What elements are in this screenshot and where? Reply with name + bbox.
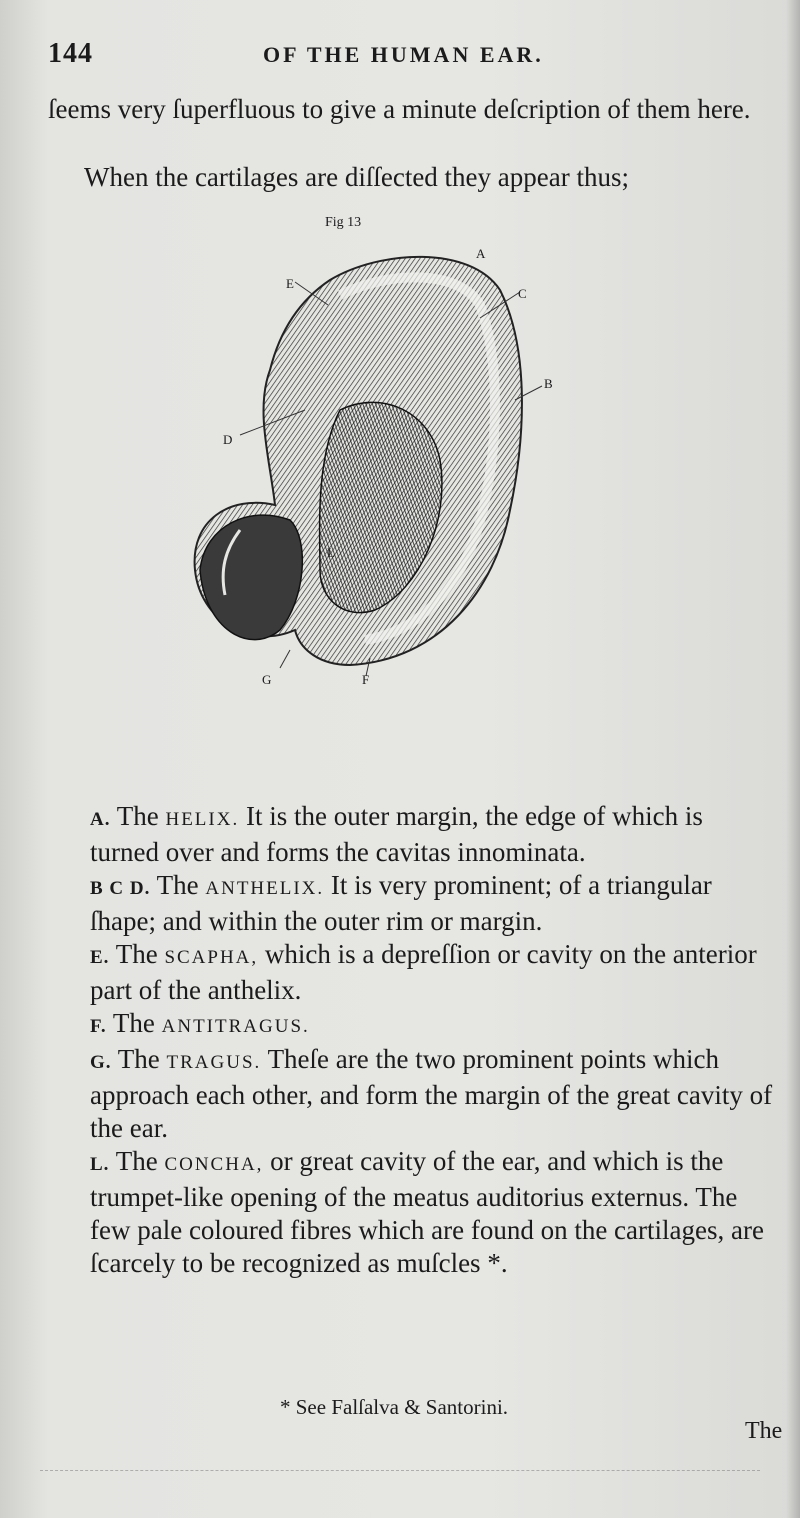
body-paragraph-2: When the cartilages are diſſected they appear thus; xyxy=(84,162,629,192)
legend-entry-antitragus: F. The ANTITRAGUS. xyxy=(90,1008,310,1038)
page-header xyxy=(48,38,768,78)
figure-label-l: L xyxy=(327,545,335,560)
figure-label-e: E xyxy=(286,276,294,291)
legend-entry-concha: L. The CONCHA, or great cavity of the ear, and which is the trumpet-like opening of the meatus auditorius externus. The few pale coloured fibres which are found on the cartilages, are ſcarcely to be recognized as muſcles *. xyxy=(90,1146,764,1278)
ear-cartilage-engraving xyxy=(180,210,560,690)
catchword: The xyxy=(745,1418,783,1444)
ear-illustration xyxy=(180,210,560,690)
legend-entry-tragus: G. The TRAGUS. Theſe are the two prominent points which approach each other, and form the margin of the great cavity of the ear. xyxy=(90,1044,773,1143)
running-head: OF THE HUMAN EAR. xyxy=(263,42,544,67)
body-paragraph-1: ſeems very ſuperfluous to give a minute deſcription of them here. xyxy=(48,94,751,124)
figure-label-c: C xyxy=(518,286,527,301)
legend-entry-helix: A. The HELIX. It is the outer margin, the edge of which is turned over and forms the cavitas innominata. xyxy=(90,801,703,867)
figure-label-g: G xyxy=(262,672,272,687)
figure-label-d: D xyxy=(223,432,233,447)
figure-legend xyxy=(62,800,774,1280)
page-edge-shadow xyxy=(786,0,800,1518)
legend-entry-anthelix: B C D. The ANTHELIX. It is very prominent; of a triangular ſhape; and within the outer rim or margin. xyxy=(90,870,712,936)
figure-label-a: A xyxy=(476,246,486,261)
bottom-rule xyxy=(40,1470,760,1473)
figure-caption: Fig 13 xyxy=(325,215,362,230)
page-number: 144 xyxy=(48,38,93,69)
footnote: * See Falſalva & Santorini. xyxy=(280,1395,509,1419)
legend-entry-scapha: E. The SCAPHA, which is a depreſſion or cavity on the anterior part of the anthelix. xyxy=(90,939,757,1005)
figure-label-b: B xyxy=(544,376,553,391)
figure-label-f: F xyxy=(362,672,370,687)
